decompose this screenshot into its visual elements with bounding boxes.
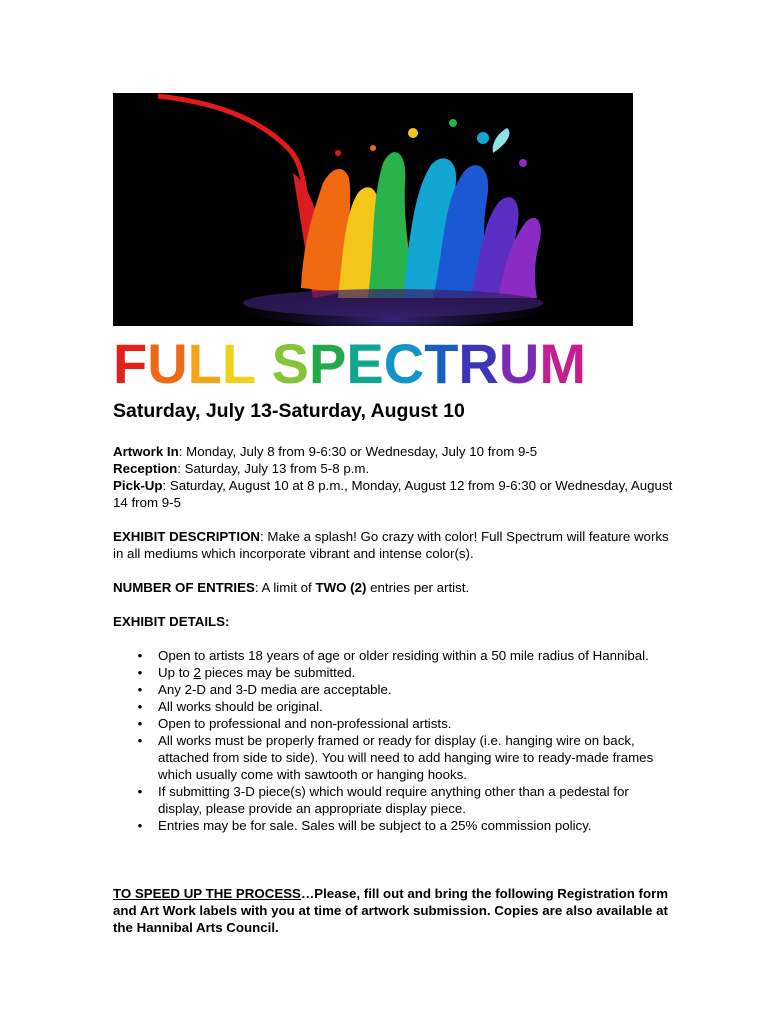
title-letter: E <box>346 332 384 395</box>
list-item: • If submitting 3-D piece(s) which would require anything other than a pedestal for display, please provide an appropriate display piece. <box>113 783 673 817</box>
closing-underlined: TO SPEED UP THE PROCESS <box>113 886 301 901</box>
list-item: • Any 2-D and 3-D media are acceptable. <box>113 681 673 698</box>
title-letter: M <box>539 332 586 395</box>
exhibit-description <box>113 528 673 562</box>
closing-text: …Please, fill out and bring the following Registration form and Art Work labels with you at time of artwork submission. Copies are also available at the Hannibal Arts Council. <box>113 886 669 935</box>
closing-note <box>113 885 673 936</box>
bullet-icon: • <box>137 682 143 697</box>
description-label: EXHIBIT DESCRIPTION <box>113 529 261 544</box>
bullet-icon: • <box>137 716 143 731</box>
title-letter: L <box>221 332 257 395</box>
entries-text-before: : A limit of <box>254 580 316 595</box>
paint-splash-graphic <box>113 93 633 326</box>
paint-splash-image <box>113 93 633 326</box>
title-space <box>256 334 272 394</box>
entries-label: NUMBER OF ENTRIES <box>113 580 255 595</box>
artwork-in-text: : Monday, July 8 from 9-6:30 or Wednesday, July 10 from 9-5 <box>178 444 538 459</box>
title-letter: U <box>498 332 540 395</box>
list-item: • All works must be properly framed or ready for display (i.e. hanging wire on back, attached from side to side). You will need to add hanging wire to ready-made frames which usually come with sawtooth or hanging hooks. <box>113 732 673 783</box>
reception-label: Reception <box>113 461 178 476</box>
bullet-icon: • <box>137 699 143 714</box>
title-letter: R <box>458 332 499 395</box>
exhibit-dates: Saturday, July 13-Saturday, August 10 <box>113 400 465 422</box>
number-of-entries <box>113 579 673 596</box>
pickup-label: Pick-Up <box>113 478 163 493</box>
list-item: • Entries may be for sale. Sales will be subject to a 25% commission policy. <box>113 817 673 834</box>
title-letter: S <box>271 332 310 395</box>
title-letter: L <box>187 332 222 395</box>
title-letter: C <box>383 332 425 395</box>
flyer-body <box>113 443 673 936</box>
entries-limit: TWO (2) <box>315 580 367 595</box>
description-text: : Make a splash! Go crazy with color! Full Spectrum will feature works in all mediums which incorporate vibrant and intense color(s). <box>113 529 669 561</box>
bullet-icon: • <box>137 733 143 748</box>
title-letter: P <box>309 332 347 395</box>
bullet-icon: • <box>137 784 143 799</box>
reception-text: : Saturday, July 13 from 5-8 p.m. <box>177 461 370 476</box>
exhibit-details-list <box>113 647 673 834</box>
title-letter: F <box>113 332 148 395</box>
list-item: • Up to 2 pieces may be submitted. <box>113 664 673 681</box>
pickup-line <box>113 477 673 511</box>
pickup-text: : Saturday, August 10 at 8 p.m., Monday, August 12 from 9-6:30 or Wednesday, August 14 from 9-5 <box>113 478 673 510</box>
bullet-icon: • <box>137 818 143 833</box>
title-letter: U <box>147 332 188 395</box>
exhibit-title <box>113 334 673 394</box>
artwork-in-label: Artwork In <box>113 444 179 459</box>
exhibit-details-heading: EXHIBIT DETAILS: <box>113 614 230 629</box>
bullet-icon: • <box>137 665 143 680</box>
list-item: • Open to artists 18 years of age or older residing within a 50 mile radius of Hannibal. <box>113 647 673 664</box>
list-item: • Open to professional and non-professional artists. <box>113 715 673 732</box>
bullet-icon: • <box>137 648 143 663</box>
title-letter: T <box>424 332 459 395</box>
reception-line <box>113 460 673 477</box>
artwork-in-line <box>113 443 673 460</box>
entries-text-after: entries per artist. <box>366 580 470 595</box>
list-item: • All works should be original. <box>113 698 673 715</box>
